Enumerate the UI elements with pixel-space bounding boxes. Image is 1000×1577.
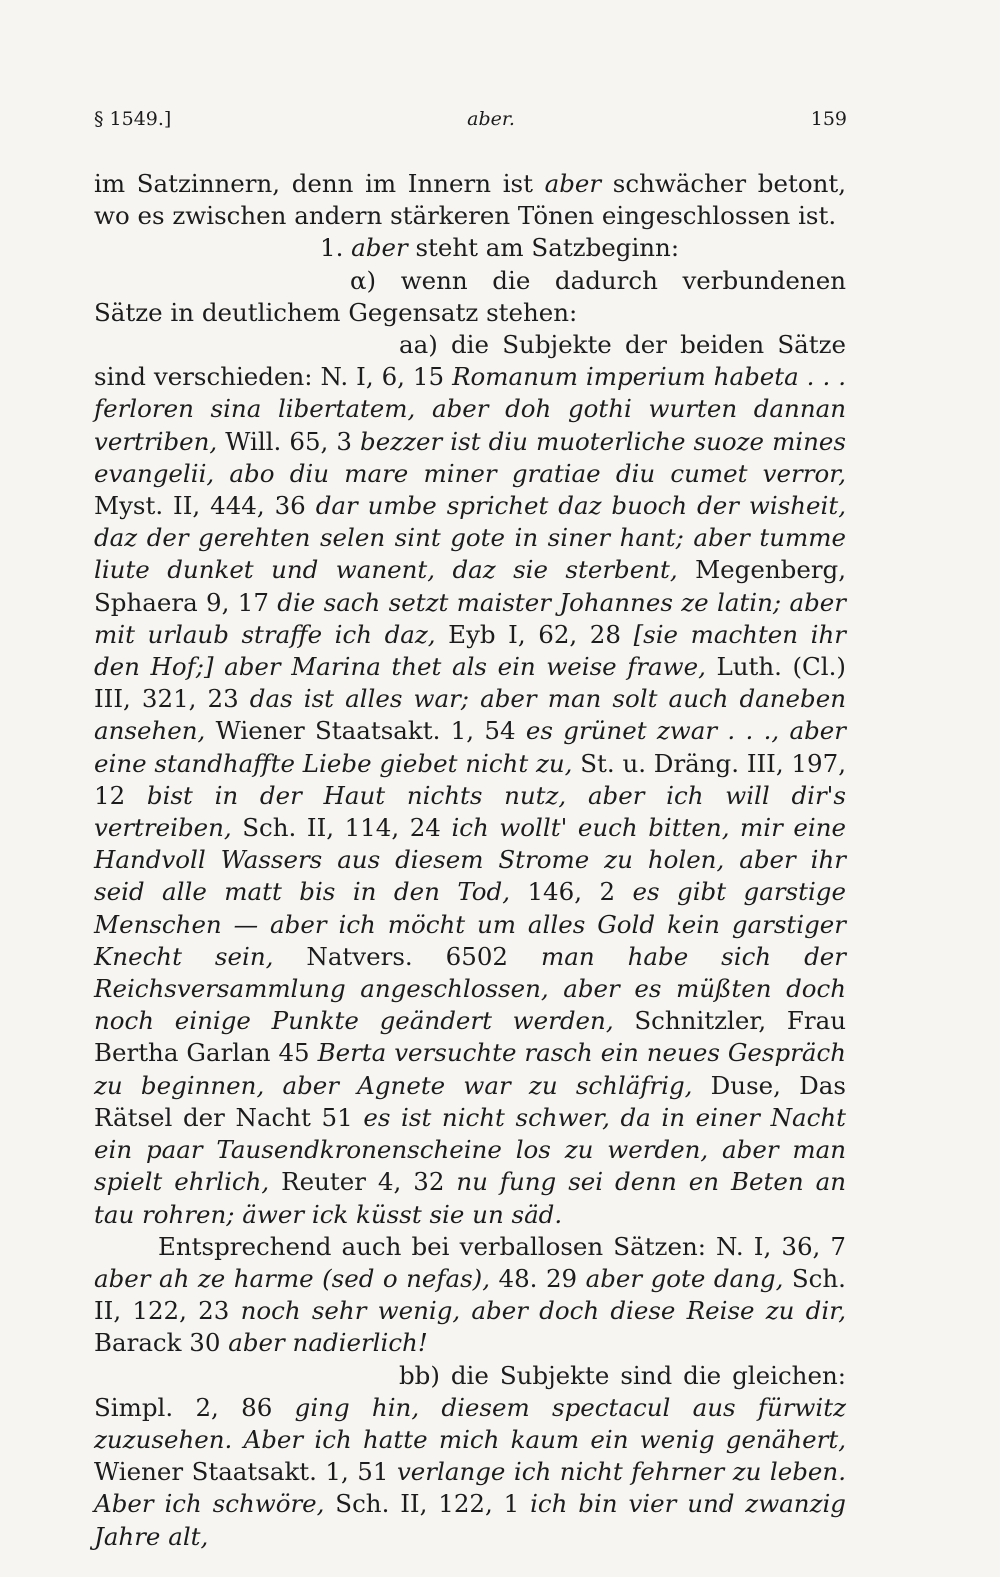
body-run: Natvers. 6502 (273, 941, 542, 971)
quotation-text: aber (351, 233, 408, 263)
body-run: Myst. II, 444, 36 (94, 491, 316, 521)
quotation-text: bezzer ist diu muoterliche suoze mines evangelii, abo diu mare miner gratiae diu cumet verror, (94, 426, 846, 488)
body-run: 146, 2 (509, 877, 633, 907)
body-run: Wiener Staatsakt. 1, 54 (205, 716, 526, 746)
quotation-text: dar umbe sprichet daz buoch der wisheit, daz der gerehten selen sint gote in siner hant; aber tumme liute dunket und wanent, daz sie sterbent, (94, 491, 846, 585)
paragraph (94, 329, 846, 1231)
body-run: Schnitzler, Frau Bertha Garlan 45 (94, 1006, 846, 1068)
section-number: § 1549.] (94, 108, 172, 130)
body-run: Entsprechend auch bei verballosen Sätzen: N. I, 36, 7 (158, 1231, 846, 1261)
quotation-text: ich wollt' euch bitten, mir eine Handvoll Wassers aus diesem Strome zu holen, aber ihr seid alle matt bis in den Tod, (94, 813, 846, 907)
body-run: Luth. (Cl.) III, 321, 23 (94, 652, 846, 714)
quotation-text: aber ah ze harme (sed o nefas), (94, 1263, 490, 1293)
body-run: Sch. II, 114, 24 (231, 813, 452, 843)
body-run: Reuter 4, 32 (269, 1167, 457, 1197)
quotation-text: nu fung sei denn en Beten an tau rohren; äwer ick küsst sie un säd. (94, 1167, 846, 1229)
body-run: 1. (320, 233, 352, 263)
body-run: schwächer betont, wo es zwischen andern stärkeren Tönen eingeschlossen ist. (94, 169, 846, 231)
body-run: Wiener Staatsakt. 1, 51 (94, 1457, 397, 1487)
body-run: bb) die Subjekte sind die gleichen: Simpl. 2, 86 (94, 1360, 846, 1422)
quotation-text: aber nadierlich! (228, 1328, 428, 1358)
quotation-text: Romanum imperium habeta . . . ferloren sina libertatem, aber doh gothi wurten dannan vertriben, (94, 362, 846, 456)
paragraph (94, 1360, 846, 1553)
quotation-text: verlange ich nicht fehrner zu leben. Aber ich schwöre, (94, 1457, 846, 1519)
body-run: Will. 65, 3 (217, 426, 361, 456)
body-run: Sch. II, 122, 23 (94, 1263, 846, 1326)
body-run: St. u. Dräng. III, 197, 12 (94, 748, 846, 810)
page-number: 159 (810, 108, 847, 130)
quotation-text: aber (544, 169, 602, 198)
quotation-text: das ist alles war; aber man solt auch daneben ansehen, (94, 684, 846, 746)
body-run: Sch. II, 122, 1 (324, 1489, 531, 1519)
body-run: im Satzinnern, denn im Innern ist (94, 169, 545, 198)
body-run: Eyb I, 62, 28 (435, 619, 634, 649)
body-run: 48. 29 (490, 1263, 586, 1293)
quotation-text: noch sehr wenig, aber doch diese Reise zu dir, (240, 1296, 847, 1326)
running-title: aber. (467, 108, 515, 130)
quotation-text: es gibt garstige Menschen — aber ich möcht um alles Gold kein garstiger Knecht sein, (94, 877, 846, 971)
quotation-text: es ist nicht schwer, da in einer Nacht ein paar Tausendkronenscheine los zu werden, aber man spielt ehrlich, (94, 1102, 846, 1197)
quotation-text: es grünet zwar . . ., aber eine standhaffte Liebe giebet nicht zu, (94, 716, 846, 778)
quotation-text: ging hin, diesem spectacul aus fürwitz zuzusehen. Aber ich hatte mich kaum ein wenig genähert, (94, 1392, 846, 1454)
paragraph (94, 1231, 846, 1360)
body-run: aa) die Subjekte der beiden Sätze sind verschieden: N. I, 6, 15 (94, 330, 846, 392)
paragraph (94, 265, 846, 329)
quotation-text: man habe sich der Reichsversammlung angeschlossen, aber es müßten doch noch einige Punkte geändert werden, (94, 941, 846, 1036)
quotation-text: Berta versuchte rasch ein neues Gespräch zu beginnen, aber Agnete war zu schläfrig, (94, 1038, 846, 1100)
running-head (94, 108, 847, 136)
paragraph (94, 168, 846, 232)
body-run: α) wenn die dadurch verbundenen Sätze in deutlichem Gegensatz stehen: (94, 265, 846, 327)
body-run: steht am Satzbeginn: (407, 233, 680, 263)
quotation-text: [sie machten ihr den Hof;] aber Marina thet als ein weise frawe, (94, 619, 846, 682)
quotation-text: aber gote dang, (585, 1263, 784, 1293)
body-run: Barack 30 (94, 1328, 229, 1358)
quotation-text: bist in der Haut nichts nutz, aber ich will dir's vertreiben, (94, 780, 846, 843)
quotation-text: die sach setzt maister Johannes ze latin; aber mit urlaub straffe ich daz, (94, 587, 846, 649)
body-run: Megenberg, Sphaera 9, 17 (94, 555, 846, 617)
body-run: Duse, Das Rätsel der Nacht 51 (94, 1070, 846, 1132)
body-text (94, 168, 846, 1553)
quotation-text: ich bin vier und zwanzig Jahre alt, (94, 1489, 846, 1551)
paragraph (94, 232, 846, 264)
